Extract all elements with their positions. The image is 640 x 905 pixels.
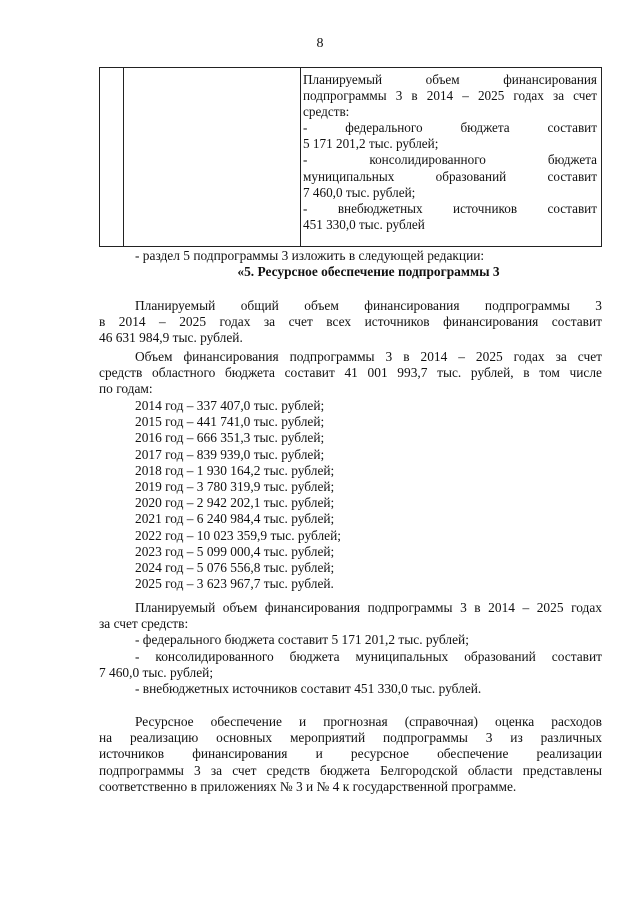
year-line: 2021 год – 6 240 984,4 тыс. рублей;	[135, 511, 335, 527]
paragraph-line: за счет средств:	[99, 616, 189, 632]
intro-text	[99, 248, 602, 280]
year-line: 2023 год – 5 099 000,4 тыс. рублей;	[135, 543, 335, 559]
section-heading: «5. Ресурсное обеспечение подпрограммы 3	[237, 264, 500, 280]
page-number: 8	[316, 36, 324, 51]
table-funding-cell	[303, 72, 597, 233]
table-column-divider	[123, 68, 124, 246]
year-line: 2024 год – 5 076 556,8 тыс. рублей;	[135, 560, 335, 576]
table-line: муниципальных образований составит	[303, 168, 597, 184]
table-line: - федерального бюджета составит	[303, 120, 597, 136]
funding-table	[99, 67, 602, 247]
paragraph-resource-provision	[99, 714, 602, 795]
paragraph-line: по годам:	[99, 381, 153, 397]
yearly-funding-list	[99, 398, 602, 592]
year-line: 2016 год – 666 351,3 тыс. рублей;	[135, 430, 325, 446]
paragraph-line: Планируемый общий объем финансирования подпрограммы 3	[135, 298, 602, 313]
paragraph-line: Ресурсное обеспечение и прогнозная (справочная) оценка расходов	[135, 714, 602, 729]
paragraph-line: средств областного бюджета составит 41 001 993,7 тыс. рублей, в том числе	[99, 365, 602, 381]
paragraph-line: Планируемый объем финансирования подпрограммы 3 в 2014 – 2025 годах	[135, 600, 602, 615]
paragraph-line: 46 631 984,9 тыс. рублей.	[99, 330, 243, 346]
table-line: 451 330,0 тыс. рублей	[303, 216, 425, 232]
year-line: 2020 год – 2 942 202,1 тыс. рублей;	[135, 495, 335, 511]
paragraph-line: на реализацию основных мероприятий подпрограммы 3 из различных	[99, 730, 602, 746]
bullet-federal: - федерального бюджета составит 5 171 201,2 тыс. рублей;	[135, 632, 469, 648]
paragraph-line: в 2014 – 2025 годах за счет всех источников финансирования составит	[99, 314, 602, 330]
year-line: 2014 год – 337 407,0 тыс. рублей;	[135, 398, 325, 413]
year-line: 2022 год – 10 023 359,9 тыс. рублей;	[135, 527, 341, 543]
year-line: 2025 год – 3 623 967,7 тыс. рублей.	[135, 576, 334, 592]
year-line: 2015 год – 441 741,0 тыс. рублей;	[135, 414, 325, 430]
paragraph-line: источников финансирования и ресурсное обеспечение реализации	[99, 746, 602, 762]
paragraph-total-funding	[99, 298, 602, 347]
paragraph-line: подпрограммы 3 за счет средств бюджета Белгородской области представлены	[99, 762, 602, 778]
table-line: - внебюджетных источников составит	[303, 200, 597, 216]
paragraph-planned-funding	[99, 600, 602, 697]
table-line: - консолидированного бюджета	[303, 152, 597, 168]
bullet-municipal: - консолидированного бюджета муниципальных образований составит	[135, 648, 602, 664]
table-line: подпрограммы 3 в 2014 – 2025 годах за счет	[303, 88, 597, 104]
bullet-municipal-continued: 7 460,0 тыс. рублей;	[99, 664, 214, 680]
intro-line: - раздел 5 подпрограммы 3 изложить в следующей редакции:	[135, 248, 485, 263]
table-line: средств:	[303, 104, 350, 120]
bullet-extrabudgetary: - внебюджетных источников составит 451 330,0 тыс. рублей.	[135, 681, 482, 697]
year-line: 2017 год – 839 939,0 тыс. рублей;	[135, 446, 325, 462]
paragraph-line: соответственно в приложениях № 3 и № 4 к государственной программе.	[99, 778, 517, 794]
table-column-divider	[300, 68, 301, 246]
paragraph-line: Объем финансирования подпрограммы 3 в 2014 – 2025 годах за счет	[135, 349, 602, 364]
paragraph-regional-budget	[99, 349, 602, 398]
table-line: 7 460,0 тыс. рублей;	[303, 184, 416, 200]
table-line: 5 171 201,2 тыс. рублей;	[303, 136, 439, 152]
year-line: 2019 год – 3 780 319,9 тыс. рублей;	[135, 479, 335, 495]
year-line: 2018 год – 1 930 164,2 тыс. рублей;	[135, 462, 335, 478]
table-line: Планируемый объем финансирования	[303, 72, 597, 87]
